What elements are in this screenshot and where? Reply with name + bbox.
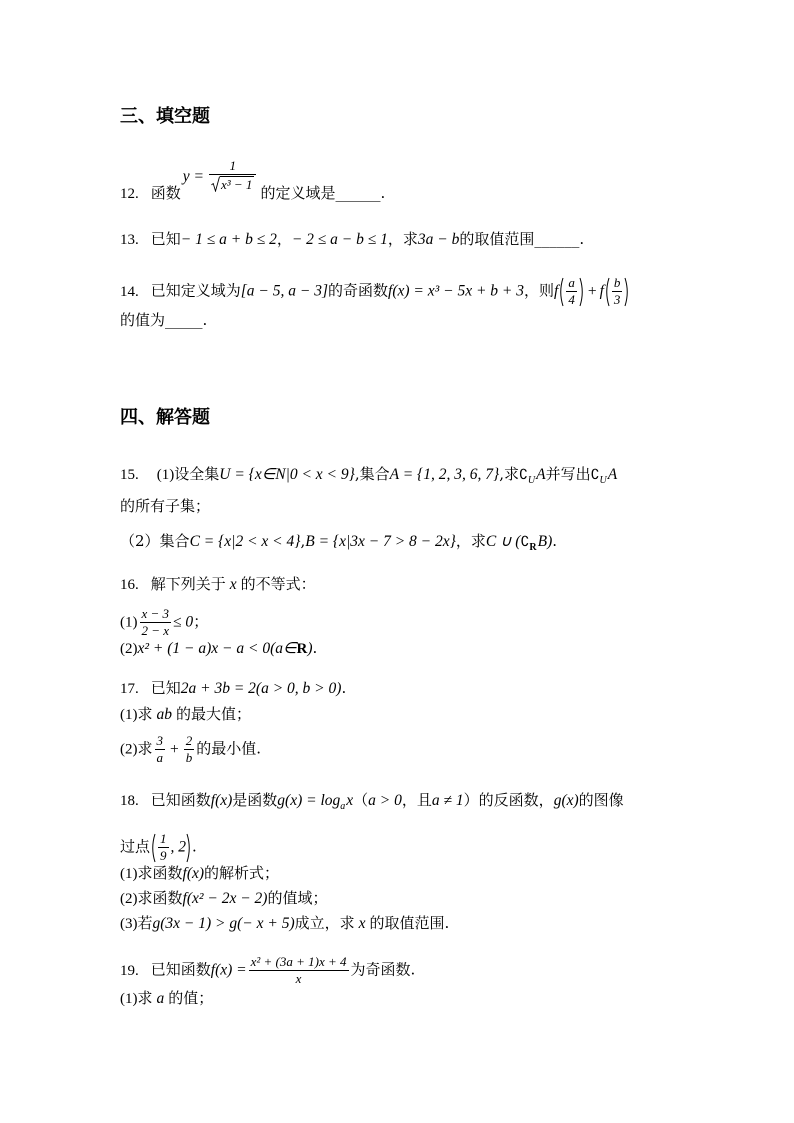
- condition: a > 0: [368, 792, 402, 809]
- point-coordinate: , 2: [170, 838, 187, 856]
- variable: a: [156, 990, 165, 1007]
- question-14: [120, 275, 630, 307]
- fraction-denominator: 4: [568, 292, 575, 307]
- close-paren: ): [307, 640, 313, 657]
- period: .: [341, 679, 347, 697]
- period: .: [202, 311, 208, 329]
- left-paren: [604, 277, 610, 307]
- question-text: 过点: [120, 837, 151, 856]
- comma: ,: [300, 532, 306, 550]
- question-16-part-1: [120, 606, 209, 638]
- complement-expression: [520, 533, 548, 553]
- condition: 2a + 3b = 2(a > 0, b > 0): [180, 680, 342, 697]
- semicolon: ；: [193, 612, 209, 631]
- expression: f(x): [182, 865, 205, 882]
- function-symbol: f: [599, 282, 604, 300]
- question-text: 函数: [150, 184, 181, 202]
- inequality: x² + (1 − a)x − a < 0(a∈: [137, 640, 297, 657]
- set-definition: C = {x|2 < x < 4}: [189, 533, 301, 550]
- question-text: 的解析式；: [204, 864, 280, 882]
- complement-symbol: ∁: [518, 467, 528, 483]
- complement-universe: R: [529, 542, 537, 553]
- question-18-part-1: [120, 863, 279, 883]
- right-paren: [579, 277, 585, 307]
- question-text: ,求: [499, 465, 519, 483]
- question-18-continued: [120, 831, 197, 863]
- set-definition: B = {x|3x − 7 > 8 − 2x}: [305, 533, 456, 550]
- complement-set: A: [536, 466, 546, 483]
- period: .: [192, 837, 197, 856]
- log-expression: g(x) = log: [277, 792, 341, 809]
- question-text: 并写出: [545, 465, 591, 483]
- fraction-denominator: x: [295, 971, 302, 986]
- plus-sign: +: [170, 740, 179, 758]
- question-text: 的值为: [120, 311, 166, 329]
- question-text: 的定义域是: [260, 184, 336, 202]
- function-lhs: f(x) =: [210, 961, 247, 979]
- complement-universe: U: [527, 475, 536, 486]
- question-17: [120, 678, 346, 698]
- question-text: 解下列关于: [150, 575, 226, 593]
- left-paren: [558, 277, 564, 307]
- function-g: g(x): [553, 792, 579, 809]
- question-text: 已知: [150, 679, 181, 697]
- inequality: − 1 ≤ a + b ≤ 2: [180, 231, 277, 248]
- question-text: 设全集: [174, 465, 220, 483]
- question-16: [120, 574, 316, 594]
- set-definition: U = {x∈N|0 < x < 9}: [219, 466, 355, 483]
- question-number: 16.: [120, 577, 139, 593]
- part-label: (1): [120, 991, 138, 1007]
- log-argument: x: [346, 792, 354, 809]
- question-text: 求函数: [137, 864, 183, 882]
- fraction: [155, 734, 166, 765]
- formula: [183, 159, 259, 195]
- question-text: 已知: [150, 230, 181, 248]
- question-number: 12.: [120, 186, 139, 202]
- fraction-denominator: 2 − x: [141, 623, 170, 638]
- function-definition: f(x) = x³ − 5x + b + 3: [388, 282, 525, 300]
- part-label: (2): [120, 891, 138, 907]
- fraction-numerator: x − 3: [141, 606, 170, 621]
- question-number: 15.: [120, 467, 139, 483]
- question-text: （: [353, 791, 369, 809]
- question-14-continued: [120, 310, 207, 330]
- answer-blank: ______: [335, 184, 381, 202]
- right-paren: [624, 277, 630, 307]
- period: .: [552, 532, 558, 550]
- question-17-part-2: [120, 733, 262, 765]
- real-numbers-symbol: R: [296, 641, 308, 657]
- question-number: 17.: [120, 681, 139, 697]
- variable: x: [358, 915, 366, 932]
- section-heading-fill-blank: 三、填空题: [120, 106, 210, 127]
- log-base: a: [340, 801, 346, 812]
- question-text: 若: [137, 914, 153, 932]
- question-number: 19.: [120, 962, 139, 979]
- question-18-part-2: [120, 888, 328, 908]
- fraction-denominator: 3: [613, 292, 621, 307]
- part-label: (1): [120, 614, 138, 631]
- question-text: 成立，求: [294, 914, 355, 932]
- part-label: (1): [120, 866, 138, 882]
- question-12: [120, 158, 386, 202]
- question-text: 的取值范围.: [369, 914, 450, 932]
- function-symbol: f: [554, 282, 559, 300]
- fraction-numerator: a: [568, 275, 575, 290]
- question-text: 求: [137, 989, 153, 1007]
- question-15-part-2: [120, 531, 557, 551]
- period: .: [380, 184, 386, 202]
- expression: f(x² − 2x − 2): [182, 890, 268, 907]
- question-text: ,集合: [354, 465, 390, 483]
- question-number: 18.: [120, 793, 139, 809]
- part-label: (2): [120, 741, 138, 758]
- function-f: f(x): [210, 792, 233, 809]
- complement-expression: [518, 466, 546, 486]
- question-text: ）的反函数，: [463, 791, 554, 809]
- expression: 3a − b: [417, 231, 460, 248]
- question-text: ，则: [524, 281, 555, 300]
- interval: [a − 5, a − 3]: [240, 282, 328, 300]
- complement-expression: [590, 466, 618, 486]
- question-text: 的最小值.: [196, 739, 262, 758]
- question-19: [120, 954, 416, 986]
- question-17-part-1: [120, 704, 251, 724]
- question-text: 已知函数: [150, 960, 211, 979]
- part-label: (1): [120, 707, 138, 723]
- relation: ≤ 0: [173, 613, 194, 631]
- part-label: (1): [156, 467, 175, 483]
- question-text: 求: [137, 705, 153, 723]
- complement-symbol: ∁: [590, 467, 600, 483]
- period: .: [312, 639, 318, 657]
- inequality: − 2 ≤ a − b ≤ 1: [291, 231, 388, 248]
- question-18: [120, 790, 624, 810]
- question-19-part-1: [120, 988, 213, 1008]
- fraction-denominator: 9: [160, 848, 167, 863]
- fraction-numerator: 3: [156, 733, 164, 748]
- question-text: 的所有子集；: [120, 497, 211, 515]
- question-text: 集合: [159, 532, 190, 550]
- fraction: [566, 276, 577, 307]
- answer-blank: _____: [165, 311, 203, 329]
- question-text: 是函数: [232, 791, 278, 809]
- formula-lhs: y =: [182, 168, 204, 185]
- complement-set: B: [537, 533, 548, 550]
- fraction: [140, 607, 172, 638]
- variable: x: [229, 576, 237, 593]
- question-13: [120, 229, 584, 249]
- fraction: [209, 159, 256, 195]
- inequality: g(3x − 1) > g(− x + 5): [152, 915, 295, 932]
- complement-set: A: [607, 466, 618, 483]
- condition: a ≠ 1: [431, 792, 464, 809]
- fraction-numerator: b: [613, 275, 621, 290]
- fraction: [158, 832, 169, 863]
- question-text: 已知定义域为: [150, 281, 241, 300]
- question-text: 的最大值；: [176, 705, 252, 723]
- question-16-part-2: [120, 638, 317, 658]
- part-label: （2）: [120, 532, 160, 550]
- complement-symbol: ∁: [520, 534, 530, 550]
- fraction: [249, 955, 349, 986]
- left-paren: [150, 833, 156, 863]
- question-15-continued: [120, 496, 210, 516]
- fraction-numerator: 1: [160, 831, 167, 846]
- question-text: 求: [137, 739, 153, 758]
- question-text: 的取值范围: [459, 230, 535, 248]
- question-text: 的不等式：: [240, 575, 316, 593]
- set-definition: A = {1, 2, 3, 6, 7}: [389, 466, 500, 483]
- question-text: ，求: [387, 230, 418, 248]
- fraction: [184, 734, 195, 765]
- complement-universe: U: [599, 475, 607, 486]
- question-text: 为奇函数.: [350, 960, 416, 979]
- union-expression: C ∪ (: [485, 533, 521, 550]
- square-root: [211, 176, 254, 192]
- question-15: [120, 464, 617, 484]
- period: .: [579, 230, 585, 248]
- variable: ab: [156, 706, 173, 723]
- answer-blank: ______: [534, 230, 580, 248]
- fraction-denominator: [209, 175, 256, 195]
- question-18-part-3: [120, 913, 449, 933]
- question-text: 已知函数: [150, 791, 211, 809]
- close-paren: ): [547, 533, 553, 550]
- question-text: 的值域；: [267, 889, 328, 907]
- question-text: ，且: [401, 791, 432, 809]
- fraction-numerator: x² + (3a + 1)x + 4: [250, 954, 347, 969]
- question-number: 13.: [120, 232, 139, 248]
- question-text: 的图像: [578, 791, 624, 809]
- section-heading-answer: 四、解答题: [120, 407, 210, 428]
- part-label: (3): [120, 916, 138, 932]
- comma: ，: [276, 230, 292, 248]
- fraction-numerator: 2: [185, 733, 193, 748]
- part-label: (2): [120, 641, 138, 657]
- fraction-denominator: a: [156, 750, 164, 765]
- question-text: 的值；: [168, 989, 214, 1007]
- fraction: [612, 276, 623, 307]
- question-number: 14.: [120, 283, 139, 300]
- plus-sign: +: [587, 282, 597, 300]
- radical-sign: [211, 176, 220, 192]
- function-g-definition: [277, 792, 354, 812]
- question-text: 的奇函数: [328, 281, 389, 300]
- radicand: x³ − 1: [220, 177, 253, 192]
- question-text: 求函数: [137, 889, 183, 907]
- fraction-numerator: 1: [209, 159, 256, 175]
- question-text: ，求: [455, 532, 486, 550]
- fraction-denominator: b: [185, 750, 193, 765]
